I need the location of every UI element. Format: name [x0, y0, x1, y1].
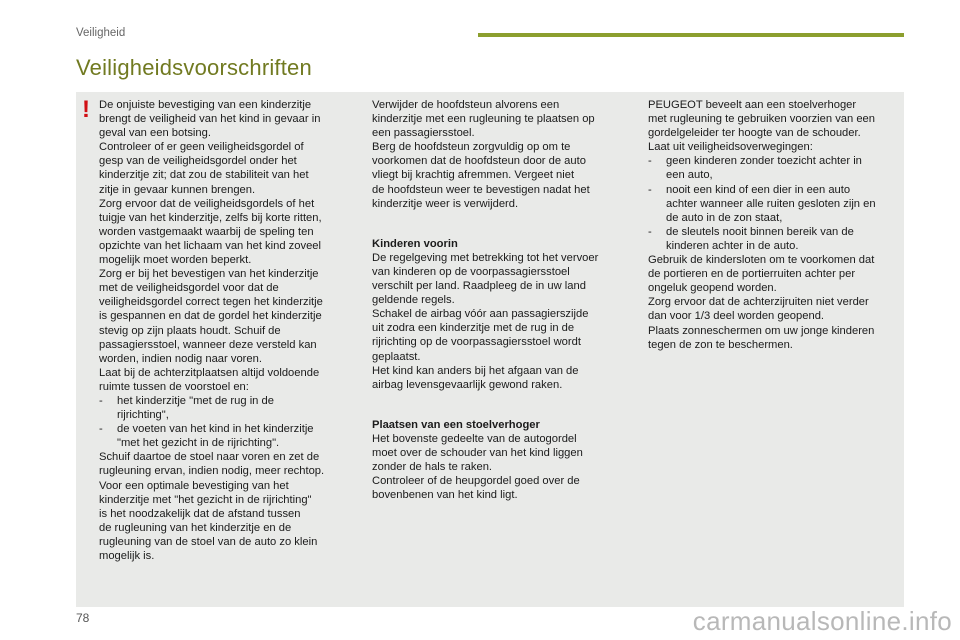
text-line: de portieren en de portierruiten achter per: [648, 268, 856, 281]
text-line: Controleer of de heupgordel goed over de: [372, 475, 580, 488]
text-line: Zorg ervoor dat de veiligheidsgordels of het: [99, 197, 315, 210]
text-line: Schuif daartoe de stoel naar voren en zet de: [99, 451, 320, 464]
text-line: mogelijk moet worden beperkt.: [99, 254, 252, 267]
text-line: passagiersstoel, wanneer deze versteld kan: [99, 338, 317, 351]
text-line: Plaats zonneschermen om uw jonge kinderen: [648, 324, 875, 337]
subheading-kinderen-voorin: Kinderen voorin: [372, 237, 458, 250]
text-line: verschilt per land. Raadpleeg de in uw land: [372, 280, 586, 293]
text-line: PEUGEOT beveelt aan een stoelverhoger: [648, 99, 857, 111]
text-line: geplaatst.: [372, 350, 421, 363]
text-line: gordelgeleider ter hoogte van de schouder.: [648, 127, 861, 140]
text-line: kinderzitje met een rugleuning te plaatsen op: [372, 113, 595, 126]
text-line: Het bovenste gedeelte van de autogordel: [372, 432, 577, 445]
text-line: Schakel de airbag vóór aan passagierszijde: [372, 308, 589, 321]
text-line: uit zodra een kinderzitje met de rug in de: [372, 322, 575, 335]
text-line: met de veiligheidsgordel voor dat de: [99, 282, 279, 295]
text-line: Gebruik de kindersloten om te voorkomen dat: [648, 254, 875, 267]
text-line: de hoofdsteun weer te bevestigen nadat het: [372, 183, 590, 196]
list-item: - de voeten van het kind in het kinderzitje "met het gezicht in de rijrichting".: [99, 423, 314, 450]
section-label: Veiligheid: [76, 27, 126, 39]
text-line: veiligheidsgordel correct tegen het kinderzitje: [99, 296, 323, 309]
subheading-stoelverhoger: Plaatsen van een stoelverhoger: [372, 418, 540, 431]
text-line: voorkomen dat de hoofdsteun door de auto: [372, 155, 586, 168]
list-item: - de sleutels nooit binnen bereik van de kinderen achter in de auto.: [648, 225, 854, 252]
text-line: Laat bij de achterzitplaatsen altijd voldoende: [99, 366, 320, 379]
text-line: vliegt bij krachtig afremmen. Vergeet niet: [372, 169, 575, 182]
text-line: worden vastgemaakt waarbij de speling ten: [99, 225, 314, 238]
text-line: moet over de schouder van het kind liggen: [372, 446, 583, 459]
text-line: rugleuning ervan, indien nodig, meer rechtop.: [99, 465, 325, 478]
text-line: zonder de hals te raken.: [372, 461, 493, 474]
text-line: kinderzitje met "het gezicht in de rijrichting": [99, 493, 312, 506]
text-line: opzichte van het lichaam van het kind zoveel: [99, 239, 322, 252]
text-line: Laat uit veiligheidsoverwegingen:: [648, 141, 813, 154]
column-headrest-text: [372, 98, 630, 502]
text-line: Zorg ervoor dat de achterzijruiten niet verder: [648, 296, 869, 309]
column-warning-text: [99, 98, 353, 563]
text-line: rugleuning van de stoel van de auto zo klein: [99, 535, 318, 548]
warning-exclamation-icon: !: [82, 96, 90, 123]
header-rule: [478, 33, 904, 37]
column-recommendations-text: [648, 98, 900, 352]
page-number: 78: [76, 611, 90, 625]
text-line: geval van een botsing.: [99, 127, 211, 140]
text-line: Zorg er bij het bevestigen van het kinderzitje: [99, 268, 319, 281]
text-line: mogelijk is.: [99, 550, 155, 562]
text-line: een passagiersstoel.: [372, 127, 475, 140]
text-line: Verwijder de hoofdsteun alvorens een: [372, 99, 560, 111]
text-line: De onjuiste bevestiging van een kinderzitje: [99, 99, 312, 111]
list-item: - nooit een kind of een dier in een auto achter wanneer alle ruiten gesloten zijn en de auto in de zon staat,: [648, 183, 876, 224]
text-line: dan voor 1/3 deel worden geopend.: [648, 310, 825, 323]
text-line: gesp van de veiligheidsgordel onder het: [99, 155, 297, 168]
text-line: kinderzitje weer is verwijderd.: [372, 197, 519, 210]
text-line: is gespannen en dat de gordel het kinderzitje: [99, 310, 322, 323]
text-line: de rugleuning van het kinderzitje en de: [99, 521, 292, 534]
text-line: bovenbenen van het kind ligt.: [372, 489, 518, 502]
text-line: Voor een optimale bevestiging van het: [99, 479, 289, 492]
text-line: rijrichting op de voorpassagiersstoel wordt: [372, 336, 581, 349]
text-line: Het kind kan anders bij het afgaan van de: [372, 364, 579, 377]
list-item: - het kinderzitje "met de rug in de rijrichting",: [99, 394, 274, 422]
text-line: zitje in gevaar kunnen brengen.: [99, 183, 256, 196]
text-line: worden, indien nodig naar voren.: [99, 352, 262, 365]
text-line: is het noodzakelijk dat de afstand tussen: [99, 507, 301, 520]
text-line: Controleer of er geen veiligheidsgordel of: [99, 141, 304, 154]
text-line: met rugleuning te gebruiken voorzien van een: [648, 113, 876, 126]
text-line: ongeluk geopend worden.: [648, 282, 777, 295]
watermark: carmanualsonline.info: [692, 606, 952, 636]
list-item: - geen kinderen zonder toezicht achter in een auto,: [648, 155, 862, 182]
text-line: stevig op zijn plaats houdt. Schuif de: [99, 324, 281, 337]
text-line: van kinderen op de voorpassagiersstoel: [372, 265, 570, 278]
text-line: geldende regels.: [372, 294, 455, 307]
text-line: brengt de veiligheid van het kind in gevaar in: [99, 113, 321, 126]
text-line: tuigje van het kinderzitje, zelfs bij korte ritten,: [99, 211, 322, 224]
text-line: airbag levensgevaarlijk gewond raken.: [372, 378, 563, 391]
text-line: kinderzitje zit; dat zou de stabiliteit van het: [99, 169, 309, 182]
text-line: ruimte tussen de voorstoel en:: [99, 380, 249, 393]
text-line: Berg de hoofdsteun zorgvuldig op om te: [372, 141, 571, 154]
text-line: tegen de zon te beschermen.: [648, 338, 793, 351]
text-line: De regelgeving met betrekking tot het vervoer: [372, 251, 599, 264]
page-title: Veiligheidsvoorschriften: [76, 55, 312, 80]
